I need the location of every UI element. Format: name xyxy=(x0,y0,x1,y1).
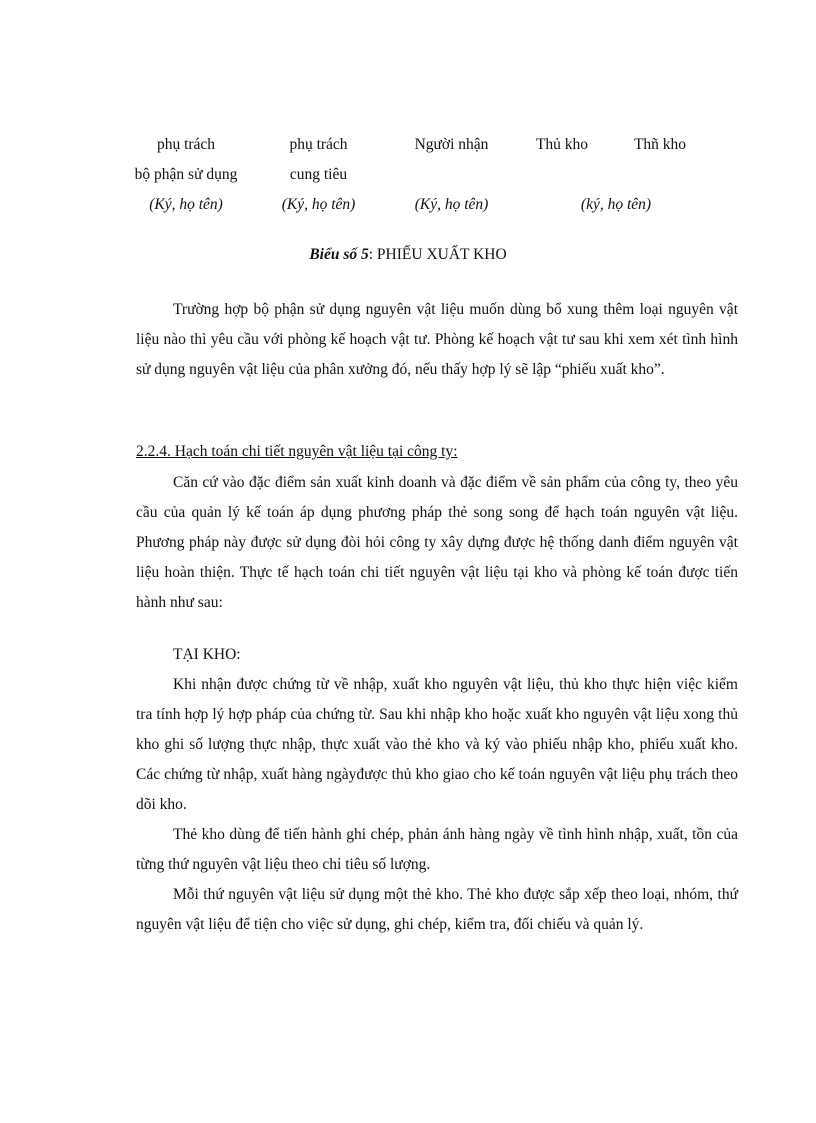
caption-title: : PHIẾU XUẤT KHO xyxy=(368,246,507,263)
warehouse-paragraph-3: Mỗi thứ nguyên vật liệu sử dụng một thẻ kho. Thẻ kho được sắp xếp theo loại, nhóm, thứ nguyên vật liệu để tiện cho việc sử dụng, ghi chép, kiểm tra, đối chiếu và quản lý. xyxy=(136,886,738,933)
signature-note-1: (Ký, họ tên) xyxy=(149,196,223,213)
signature-notes-row xyxy=(120,190,714,220)
signature-title-supply: phụ trách xyxy=(289,136,348,153)
signature-title-storekeeper: Thủ kho xyxy=(535,136,589,153)
warehouse-paragraph-2: Thẻ kho dùng để tiến hành ghi chép, phản ánh hàng ngày về tình hình nhập, xuất, tồn của từng thứ nguyên vật liệu theo chỉ tiêu số lượng. xyxy=(136,826,738,873)
signature-note-4: (ký, họ tên) xyxy=(580,196,652,213)
signature-subtitle-department: bộ phận sử dụng xyxy=(134,166,238,183)
signature-title-receiver: Người nhận xyxy=(414,136,489,153)
intro-paragraph: Trường hợp bộ phận sử dụng nguyên vật liệu muốn dùng bổ xung thêm loại nguyên vật liệu nào thì yêu cầu với phòng kế hoạch vật tư. Phòng kế hoạch vật tư sau khi xem xét tình hình sử dụng nguyên vật liệu của phân xưởng đó, nếu thấy hợp lý sẽ lập “phiếu xuất kho”. xyxy=(136,301,738,378)
section-paragraph: Căn cứ vào đặc điểm sản xuất kinh doanh và đặc điểm về sản phẩm của công ty, theo yêu cầu của quản lý kế toán áp dụng phương pháp thẻ song song để hạch toán nguyên vật liệu. Phương pháp này được sử dụng đòi hỏi công ty xây dựng được hệ thống danh điểm nguyên vật liệu hoàn thiện. Thực tế hạch toán chi tiết nguyên vật liệu tại kho và phòng kế toán được tiến hành như sau: xyxy=(136,474,738,611)
section-heading: 2.2.4. Hạch toán chi tiết nguyên vật liệu tại công ty: xyxy=(136,443,458,460)
signature-subtitles-row xyxy=(120,160,714,190)
signature-table xyxy=(120,130,714,220)
signature-titles-row xyxy=(120,130,714,160)
caption-label: Biểu số 5 xyxy=(309,246,369,263)
signature-subtitle-supply: cung tiêu xyxy=(289,166,348,183)
figure-caption xyxy=(0,243,816,267)
signature-title-department: phụ trách xyxy=(156,136,216,153)
signature-note-2: (Ký, họ tên) xyxy=(281,196,356,213)
warehouse-heading: TẠI KHO: xyxy=(173,646,241,663)
signature-note-3: (Ký, họ tên) xyxy=(414,196,489,213)
signature-title-storekeeper-2: Thñ kho xyxy=(633,136,687,153)
warehouse-paragraph-1: Khi nhận được chứng từ về nhập, xuất kho nguyên vật liệu, thủ kho thực hiện việc kiểm tra tính hợp lý hợp pháp của chứng từ. Sau khi nhập kho hoặc xuất kho nguyên vật liệu xong thủ kho ghi số lượng thực nhập, thực xuất vào thẻ kho và ký vào phiếu nhập kho, phiếu xuất kho. Các chứng từ nhập, xuất hàng ngàyđược thủ kho giao cho kế toán nguyên vật liệu phụ trách theo dõi kho. xyxy=(136,676,738,813)
